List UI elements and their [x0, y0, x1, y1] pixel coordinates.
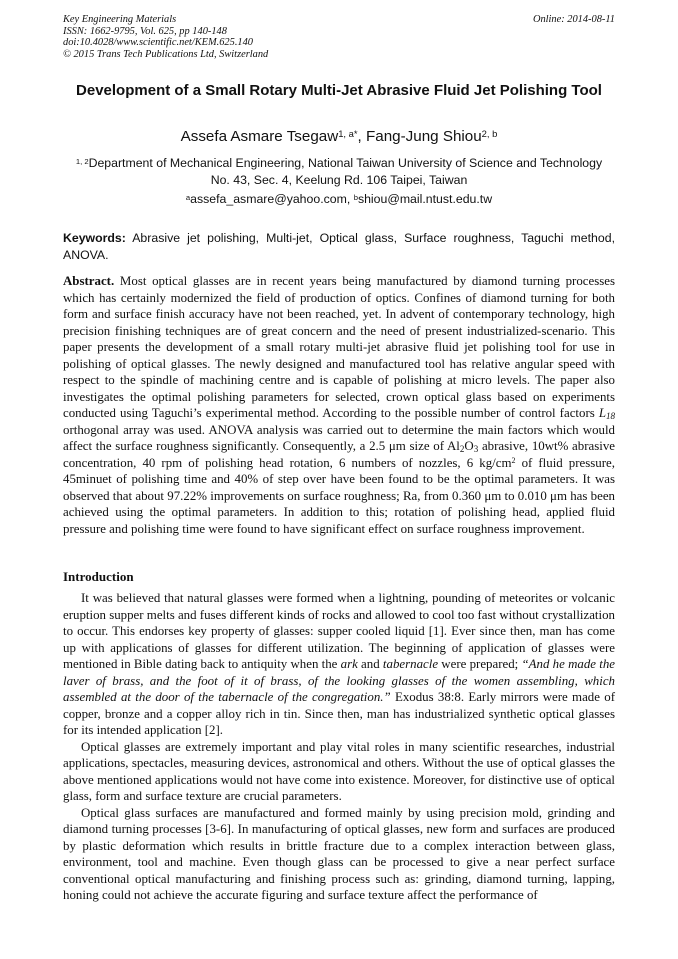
- abstract-text: Most optical glasses are in recent years being manufactured by diamond turning processes which has certainly modernized the field of production of optics. Confines of diamond turning for both form and surface finish accuracy have not been reached, yet. In advent of contemporary technology, high precision finishing techniques are of great concern and the need of present industrialized-scenario. This paper presents the development of a small rotary multi-jet abrasive fluid jet polishing tool for use in polishing of optical glasses. The newly designed and manufactured tool has relative angular speed with respect to the spindle of machining centre and is capable of polishing at micro levels. The paper also investigates the optimal polishing parameters for selected, crown optical glass based on experiments conducted using Taguchi’s experimental method. According to the possible number of control factors: [63, 274, 615, 420]
- journal-name: Key Engineering Materials: [63, 14, 177, 25]
- unit-superscript: 2: [511, 455, 516, 465]
- abstract-text: O: [464, 439, 474, 453]
- paper-title: Development of a Small Rotary Multi-Jet Abrasive Fluid Jet Polishing Tool: [76, 82, 602, 99]
- abstract-text: orthogonal array was used. ANOVA analysis was carried out to determine the main factors which would affect the surface roughness significantly. Consequently, a 2.5 μm size of Al: [63, 422, 615, 453]
- abstract-text: abrasive, 10wt% abrasive concentration, 40 rpm of polishing head rotation, 6 numbers of nozzles, 6 kg/cm: [63, 439, 615, 470]
- affiliation-line: [63, 155, 615, 172]
- email-address[interactable]: shiou@mail.ntust.edu.tw: [357, 192, 493, 206]
- author-affiliation-mark: 1, a*: [338, 127, 358, 139]
- affiliation: [63, 155, 615, 188]
- copyright-line: © 2015 Trans Tech Publications Ltd, Switzerland: [63, 48, 269, 60]
- formula-subscript: 2: [459, 443, 465, 454]
- section-heading-introduction: Introduction: [63, 569, 134, 584]
- author-separator: ,: [357, 128, 366, 145]
- abstract-label: Abstract.: [63, 274, 115, 288]
- emphasis: ark: [340, 657, 358, 671]
- email-address[interactable]: assefa_asmare@yahoo.com: [190, 192, 347, 206]
- affiliation-mark: 1, 2: [75, 156, 89, 166]
- author-affiliation-mark: 2, b: [481, 127, 498, 139]
- doi-line: doi:10.4028/www.scientific.net/KEM.625.140: [63, 37, 253, 49]
- issn-line: ISSN: 1662-9795, Vol. 625, pp 140-148: [63, 25, 227, 37]
- online-date: Online: 2014-08-11: [532, 14, 615, 25]
- introduction-body: [63, 590, 615, 904]
- author-name: Fang-Jung Shiou: [366, 128, 482, 145]
- author-emails: [63, 191, 615, 208]
- author-name: Assefa Asmare Tsegaw: [180, 128, 339, 145]
- affiliation-department: Department of Mechanical Engineering, National Taiwan University of Science and Technology: [88, 156, 603, 170]
- email-mark: b: [353, 192, 358, 202]
- keywords: [63, 230, 615, 263]
- paragraph-text: Exodus 38:8. Early mirrors were made of copper, bronze and a copper alloy rich in tin. Since then, man has industrialized synthetic optical glasses for its intended application [2].: [63, 690, 615, 737]
- abstract: [63, 273, 615, 537]
- keywords-label: Keywords:: [63, 231, 126, 245]
- paragraph: Optical glass surfaces are manufactured and formed mainly by using precision mold, grinding and diamond turning processes [3-6]. In manufacturing of optical glasses, new form and surfaces are produced by plastic deformation which results in brittle fracture due to a complex interaction between glass, environment, tool and machine. Even though glass can be processed to give a near perfect surface conventional optical manufacturing and finishing process such as: grinding, diamond turning, lapping, honing could not achieve the accurate figuring and surface texture affect the performance of: [63, 805, 615, 902]
- author-list: [63, 127, 615, 147]
- formula-subscript: 3: [473, 443, 479, 454]
- orthogonal-array-symbol: L: [598, 406, 606, 420]
- email-mark: a: [185, 192, 191, 202]
- paragraph: [63, 590, 615, 739]
- paragraph-text: and: [357, 657, 383, 671]
- paragraph-text: It was believed that natural glasses were formed when a lightning, pounding of meteorites or volcanic eruption supper melts and fuses different kinds of rocks and allowed to cool too fast without crystallization to occur. This endorses key property of glasses: supper cooled liquid [1]. Ever since then, man has come up with applications of glasses for different utilization. The beginning of application of glasses were mentioned in Bible dating back to antiquity when the: [63, 591, 615, 671]
- paragraph: Optical glasses are extremely important and play vital roles in many scientific researches, industrial applications, spectacles, measuring devices, astronomical and others. Without the use of optical glasses the above mentioned applications would not have come into existence. Moreover, for distinctive use of optical glass, form and surface texture are crucial parameters.: [63, 739, 615, 803]
- emphasis: tabernacle: [382, 657, 439, 671]
- email-separator: ,: [346, 192, 354, 206]
- affiliation-address: No. 43, Sec. 4, Keelung Rd. 106 Taipei, Taiwan: [210, 172, 468, 187]
- orthogonal-array-subscript: 18: [605, 410, 615, 421]
- abstract-text: of fluid pressure, 45minuet of polishing time and 40% of step over have been found to be the optimal parameters. It was observed that about 97.22% improvements on surface roughness; Ra, from 0.360 μm to 0.010 μm has been achieved using the optimal parameters. In addition to this; rotation of polishing head, applied fluid pressure and polishing time were found to have significant effect on surface roughness improvement.: [63, 455, 615, 536]
- paragraph-text: were prepared;: [438, 657, 522, 671]
- journal-metadata: [63, 14, 268, 60]
- bible-quote: “And he made the laver of brass, and the foot of it of brass, of the looking glasses of the women assembling, which assembled at the door of the tabernacle of the congregation.”: [63, 657, 615, 704]
- keywords-text: Abrasive jet polishing, Multi-jet, Optical glass, Surface roughness, Taguchi method, ANOVA.: [63, 231, 615, 262]
